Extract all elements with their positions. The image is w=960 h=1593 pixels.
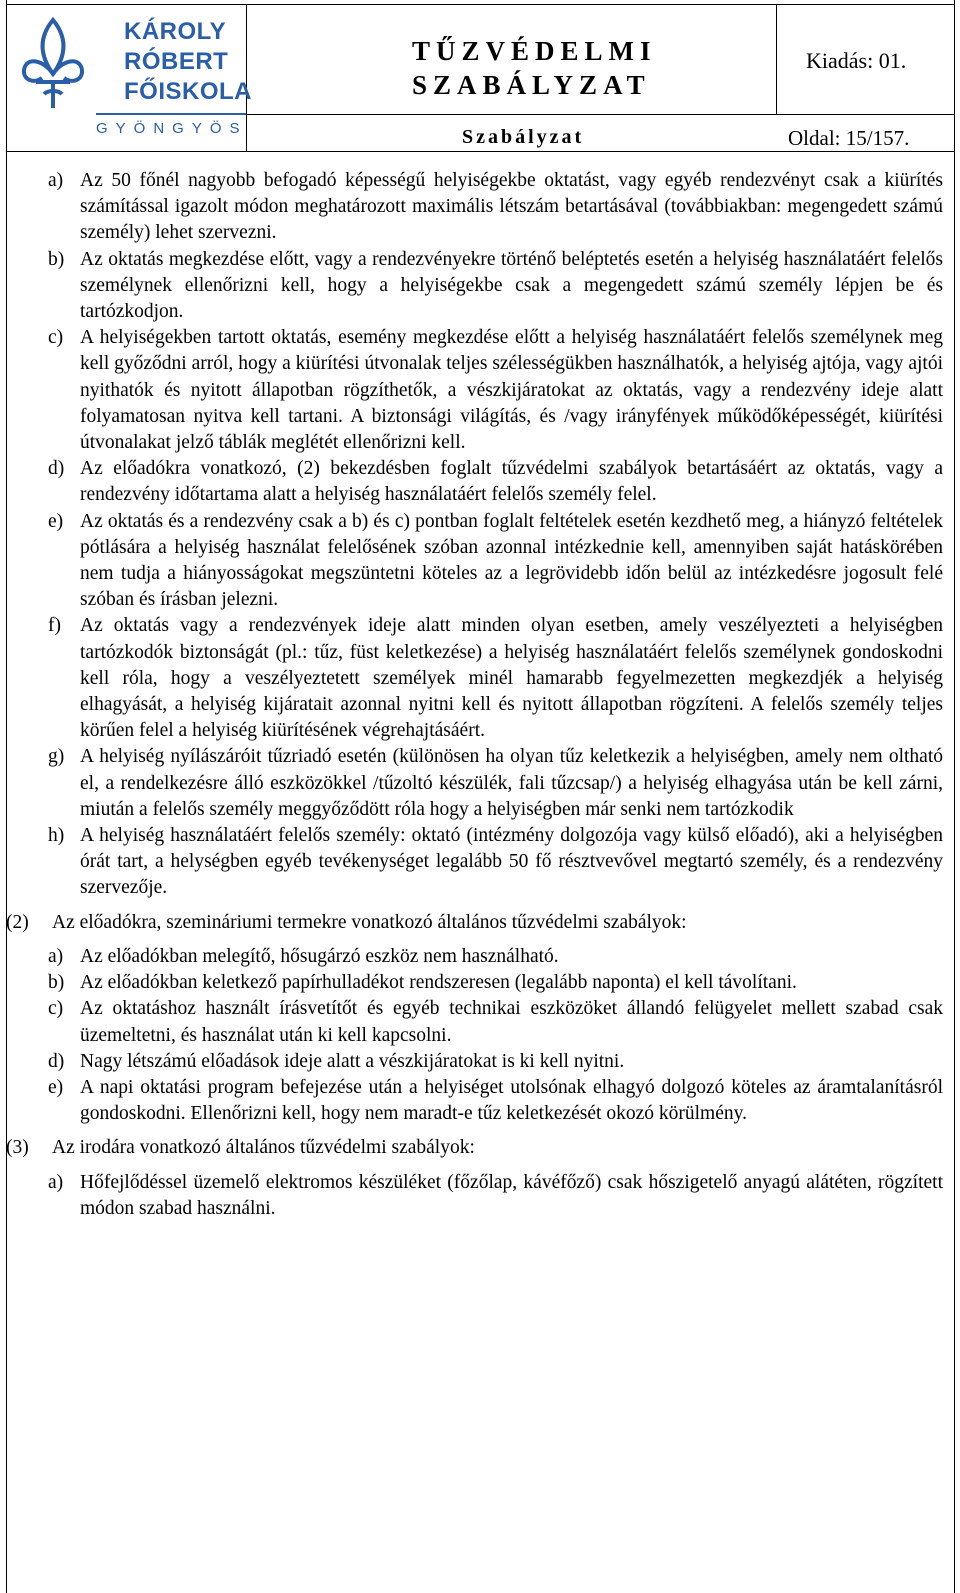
list-item — [48, 1075, 943, 1127]
header-edition-divider — [776, 4, 777, 114]
item-text: Az oktatás megkezdése előtt, vagy a rendezvényekre történő beléptetés esetén a helyiség használatáért felelős személynek ellenőrizni kell, hogy a helyiségekbe csak a megengedett számú személy lépjen be és tartózkodjon. — [80, 248, 943, 323]
section-heading-text: Az irodára vonatkozó általános tűzvédelmi szabályok: — [52, 1137, 475, 1159]
item-text: Nagy létszámú előadások ideje alatt a vészkijáratokat is ki kell nyitni. — [80, 1050, 625, 1072]
item-marker: c) — [48, 998, 64, 1020]
item-text: Az oktatáshoz használt írásvetítőt és egyéb technikai eszközöket állandó felügyelet mellett szabad csak üzemeltetni, és használat után ki kell kapcsolni. — [80, 998, 943, 1046]
item-text: A helyiségekben tartott oktatás, esemény megkezdése előtt a helyiség használatáért felelős személynek meg kell győződni arról, hogy a kiürítési útvonalak teljes szélességükben használhatók, a helyiség ajtója, vagy ajtói nyithatók és nyitott állapotban rögzíthetők, a vészkijáratokat az oktatás, vagy a rendezvény ideje alatt folyamatosan nyitva kell tartani. A biztonsági világítás, és /vagy irányfények működőképességét, kiürítési útvonalakat jelző táblák meglétét ellenőrizni kell. — [80, 327, 943, 454]
title-line-1: TŰZVÉDELMI — [412, 36, 657, 66]
logo-city: GYÖNGYÖS — [96, 120, 248, 137]
item-marker: b) — [48, 972, 65, 994]
list-item — [48, 613, 943, 744]
institution-logo — [16, 14, 252, 142]
header-left-border — [6, 4, 7, 152]
list-item — [48, 944, 943, 970]
section-3-list — [0, 1170, 960, 1222]
list-item — [48, 744, 943, 823]
logo-divider — [96, 113, 246, 115]
spacer — [0, 936, 960, 944]
item-text: Az oktatás és a rendezvény csak a b) és c) pontban foglalt feltételek esetén kezdhető meg, a hiányzó feltételek pótlására a helyiség használat felelősének szóban azonnal intézkednie kell, amennyiben saját hatáskörében nem tudja a hiányosságokat megszüntetni köteles az a legrövidebb időn belül az intézkedésre jogosult felé szóban és írásban jelezni. — [80, 510, 943, 611]
document-title — [412, 34, 657, 102]
title-line-2: SZABÁLYZAT — [412, 70, 651, 100]
item-text: Az oktatás vagy a rendezvények ideje alatt minden olyan esetben, amely veszélyezteti a helyiségben tartózkodók biztonságát (pl.: tűz, füst keletkezése) a helyiség használatáért felelős személynek gondoskodni kell róla, hogy a veszélyeztetett személyek minél hamarabb fegyelmezetten megkezdjék a helyiség elhagyását, a helyiség kijáratait azonnal nyitni kell és nyitott állapotban rögzíteni. A felelős személy teljes körűen felel a helyiség kiürítésének végrehajtásáért. — [80, 615, 943, 742]
document-type: Szabályzat — [462, 126, 585, 148]
logo-text-line-1: KÁROLY — [124, 18, 227, 45]
item-text: A napi oktatási program befejezése után a helyiséget utolsónak elhagyó dolgozó köteles az áramtalanításról gondoskodni. Ellenőrizni kell, hogy nem maradt-e tűz keletkezését okozó körülmény. — [80, 1076, 943, 1125]
spacer — [0, 1127, 960, 1135]
section-2-heading — [6, 910, 942, 936]
item-text: Az előadókra vonatkozó, (2) bekezdésben foglalt tűzvédelmi szabályok betartásáért az oktatás, vagy a rendezvény időtartama alatt a helyiség használatáért felelős személy felel. — [80, 458, 943, 506]
item-marker: h) — [48, 825, 65, 847]
item-marker: a) — [48, 170, 64, 191]
fleur-de-lis-icon — [18, 16, 88, 112]
item-marker: a) — [48, 945, 64, 967]
document-body — [0, 168, 960, 1222]
logo-text-line-2: RÓBERT — [124, 48, 229, 75]
list-item — [48, 456, 943, 508]
item-marker: d) — [48, 1050, 65, 1072]
section-marker: (3) — [6, 1137, 29, 1159]
list-item — [48, 247, 943, 326]
header-middle-border — [246, 114, 955, 115]
section-marker: (2) — [6, 911, 29, 933]
list-item — [48, 168, 943, 247]
list-item — [48, 1049, 943, 1075]
list-item — [48, 509, 943, 614]
section-1-list — [0, 168, 960, 902]
item-marker: e) — [48, 510, 64, 532]
list-item — [48, 996, 943, 1048]
spacer — [0, 1162, 960, 1170]
spacer — [0, 902, 960, 910]
item-text: A helyiség nyílászáróit tűzriadó esetén (különösen ha olyan tűz keletkezik a helyiségben, amely nem oltható el, a rendelkezésre álló eszközökkel /tűzoltó készülék, fali tűzcsap/) a helyiség elhagyása után be kell zárni, miután a felelős személy meggyőződött róla hogy a helyiségben már senki nem tartózkodik — [80, 746, 943, 820]
item-marker: f) — [48, 615, 61, 637]
page-number: Oldal: 15/157. — [788, 126, 910, 150]
item-text: Hőfejlődéssel üzemelő elektromos készüléket (főzőlap, kávéfőző) csak hőszigetelő anyagú alátéten, rögzített módon szabad használni. — [80, 1171, 943, 1219]
list-item — [48, 325, 943, 456]
edition-label: Kiadás: 01. — [806, 48, 907, 73]
item-marker: a) — [48, 1171, 64, 1193]
item-text: A helyiség használatáért felelős személy: oktató (intézmény dolgozója vagy külső előadó), aki a helyiségben órát tart, a helységben egyéb tevékenységet legalább 50 fő résztvevővel megtartó személy, és a rendezvény szervezője. — [80, 825, 943, 899]
item-text: Az előadókban melegítő, hősugárzó eszköz nem használható. — [80, 945, 559, 967]
item-text: Az 50 főnél nagyobb befogadó képességű helyiségekbe oktatást, vagy egyéb rendezvényt csak a kiürítés számítással igazolt módon meghatározott maximális létszám betartásával (továbbiakban: megengedett számú személy) lehet szervezni. — [80, 170, 943, 244]
list-item — [48, 970, 943, 996]
document-header — [6, 4, 955, 152]
section-heading-text: Az előadókra, szemináriumi termekre vonatkozó általános tűzvédelmi szabályok: — [52, 911, 687, 933]
item-marker: b) — [48, 248, 65, 270]
logo-text-line-3: FŐISKOLA — [124, 78, 252, 105]
list-item — [48, 1170, 943, 1222]
item-marker: g) — [48, 746, 65, 768]
section-2-list — [0, 944, 960, 1127]
item-marker: c) — [48, 327, 64, 349]
header-bottom-border — [6, 151, 955, 152]
list-item — [48, 823, 943, 902]
section-3-heading — [6, 1135, 942, 1161]
item-marker: e) — [48, 1076, 64, 1098]
item-text: Az előadókban keletkező papírhulladékot rendszeresen (legalább naponta) el kell távolítani. — [80, 972, 797, 994]
header-top-border — [6, 4, 955, 5]
item-marker: d) — [48, 458, 65, 480]
